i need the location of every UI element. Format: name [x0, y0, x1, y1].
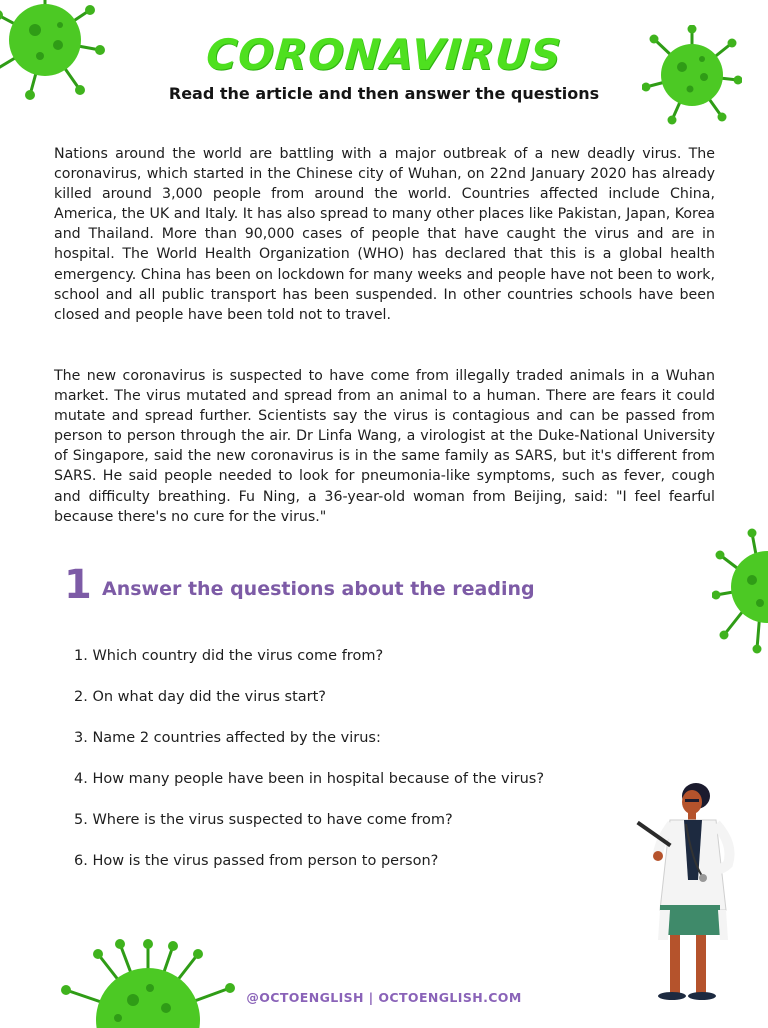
- question-item: 3. Name 2 countries affected by the virus:: [74, 730, 381, 746]
- article-paragraph-1: Nations around the world are battling with a major outbreak of a new deadly virus. The coronavirus, which started in the Chinese city of Wuhan, on 22nd January 2020 has already killed around 3,000 people from around the world. Countries affected include China, America, the UK and Italy. It has also spread to many other places like Pakistan, Japan, Korea and Thailand. More than 90,000 cases of people that have caught the virus and are in hospital. The World Health Organization (WHO) has declared that this is a global health emergency. China has been on lockdown for many weeks and people have not been to work, school and all public transport has been suspended. In other countries schools have been closed and people have been told not to travel.: [54, 146, 716, 323]
- section-number: 1: [64, 562, 92, 608]
- question-item: 2. On what day did the virus start?: [74, 689, 327, 705]
- page-subtitle: Read the article and then answer the questions: [168, 84, 600, 103]
- footer-credit: @OCTOENGLISH | OCTOENGLISH.COM: [246, 990, 522, 1005]
- doctor-illustration: [630, 780, 750, 1010]
- section-title: Answer the questions about the reading: [102, 578, 535, 600]
- virus-icon-bottom-left: [58, 938, 238, 1028]
- page-title: CORONAVIRUS: [204, 30, 564, 79]
- question-item: 1. Which country did the virus come from?: [74, 648, 384, 664]
- question-list: [74, 646, 544, 892]
- question-item: 6. How is the virus passed from person to person?: [74, 853, 439, 869]
- virus-icon-right-edge: [712, 525, 768, 655]
- question-item: 4. How many people have been in hospital because of the virus?: [74, 771, 545, 787]
- question-item: 5. Where is the virus suspected to have come from?: [74, 812, 453, 828]
- article-paragraph-2: The new coronavirus is suspected to have come from illegally traded animals in a Wuhan market. The virus mutated and spread from an animal to a human. There are fears it could mutate and spread further. Scientists say the virus is contagious and can be passed from person to person through the air. Dr Linfa Wang, a virologist at the Duke-National University of Singapore, said the new coronavirus is in the same family as SARS, but it's different from SARS. He said people needed to look for pneumonia-like symptoms, such as fever, cough and difficulty breathing. Fu Ning, a 36-year-old woman from Beijing, said: "I feel fearful because there's no cure for the virus.": [54, 368, 715, 525]
